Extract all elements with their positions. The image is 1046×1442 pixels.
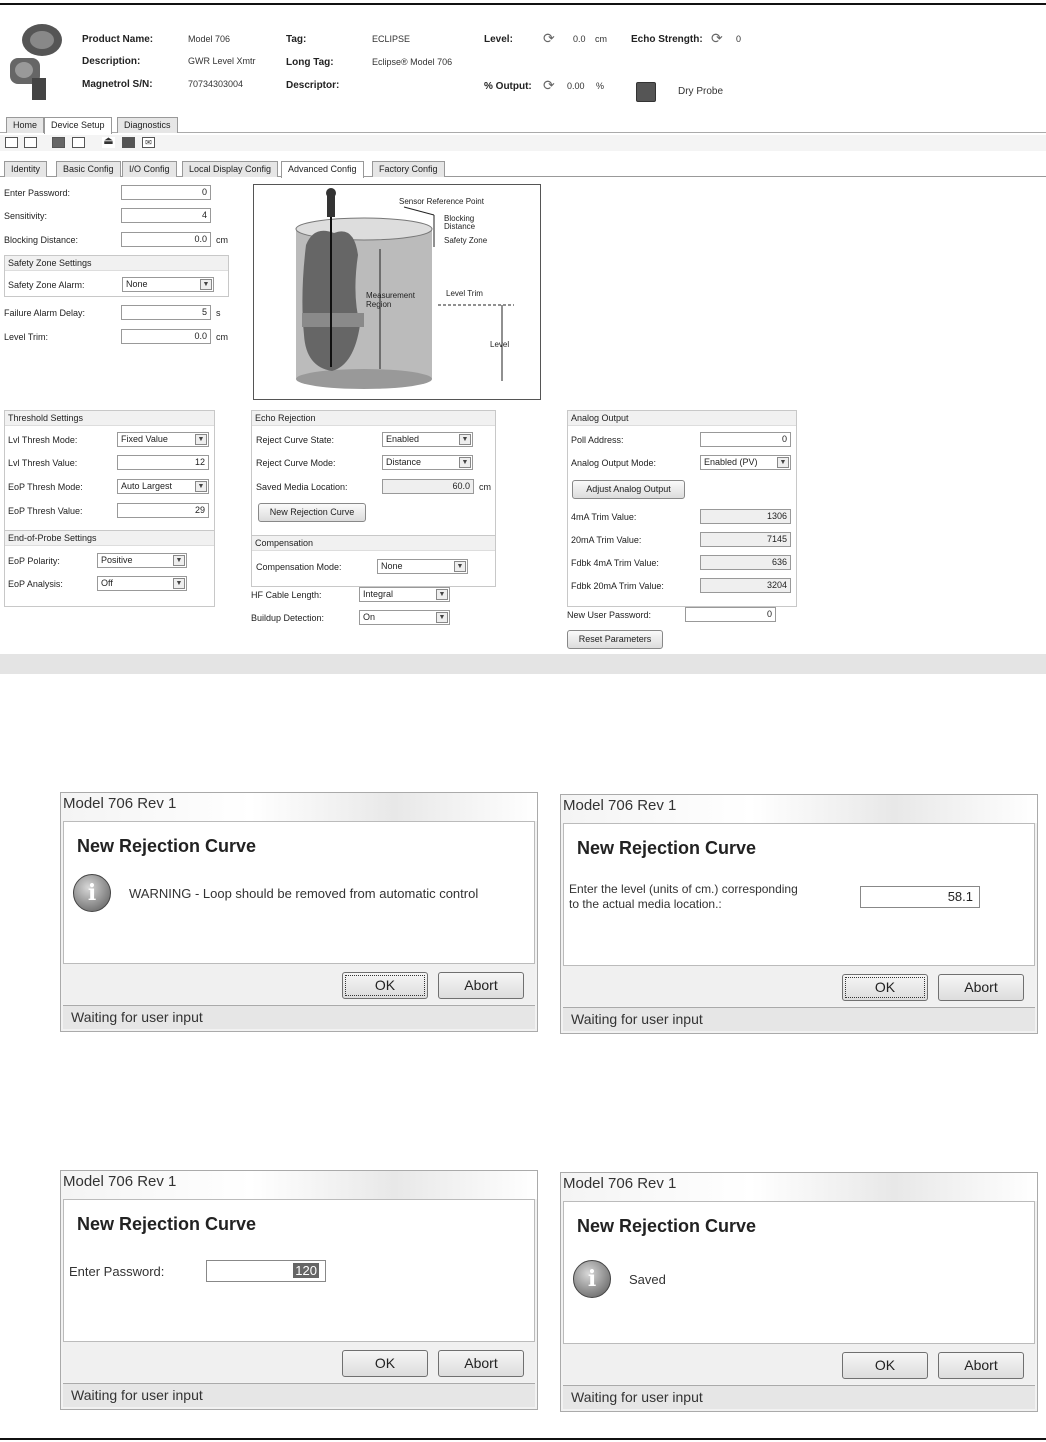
tag-value: ECLIPSE: [372, 34, 411, 44]
measurement-label: Measurement: [366, 291, 415, 300]
dialog-button-row: [63, 964, 535, 1004]
echo-rejection-title: Echo Rejection: [252, 411, 495, 426]
tab-factory-config[interactable]: Factory Config: [372, 161, 445, 177]
poll-address-field[interactable]: 0: [700, 432, 791, 447]
adjust-analog-output-button[interactable]: Adjust Analog Output: [572, 480, 685, 499]
chevron-down-icon: ▼: [195, 434, 207, 445]
failure-alarm-delay-field[interactable]: 5: [121, 305, 211, 320]
blocking-distance-label: Blocking Distance:: [4, 235, 79, 245]
dialog-level-prompt-line2: to the actual media location.:: [569, 897, 722, 911]
new-user-password-field[interactable]: 0: [685, 607, 776, 622]
level-trim-label: Level Trim:: [4, 332, 49, 342]
saved-media-location-field: 60.0: [382, 479, 474, 494]
toolbar: [0, 135, 1046, 151]
dialog-saved: [560, 1172, 1038, 1412]
info-icon: i: [573, 1260, 611, 1298]
analog-output-title: Analog Output: [568, 411, 796, 426]
dialog-body: [563, 823, 1035, 966]
level-label: Level:: [484, 34, 513, 45]
tank-diagram: [253, 184, 541, 400]
sensor-reference-label: Sensor Reference Point: [399, 197, 484, 206]
tab-identity[interactable]: Identity: [4, 161, 47, 177]
dialog-level-entry: [560, 794, 1038, 1034]
blocking-label: Blocking: [444, 214, 475, 223]
blocking-distance-unit: cm: [216, 235, 228, 245]
chevron-down-icon: ▼: [459, 434, 471, 445]
eop-analysis-select[interactable]: Off ▼: [97, 576, 187, 591]
threshold-settings-title: Threshold Settings: [5, 411, 214, 426]
sensitivity-field[interactable]: 4: [121, 208, 211, 223]
chart-icon[interactable]: [122, 137, 135, 148]
tab-advanced-config[interactable]: Advanced Config: [281, 161, 364, 178]
serial-value: 70734303004: [188, 79, 244, 89]
output-value: 0.00: [567, 81, 585, 91]
tab-io-config[interactable]: I/O Config: [122, 161, 177, 177]
level-trim-field[interactable]: 0.0: [121, 329, 211, 344]
window-icon[interactable]: [5, 137, 18, 148]
analog-output-mode-select[interactable]: Enabled (PV) ▼: [700, 455, 791, 470]
description-label: Description:: [82, 56, 141, 67]
tag-label: Tag:: [286, 34, 307, 45]
dialog-warning: [60, 792, 538, 1032]
window-icon[interactable]: [24, 137, 37, 148]
distance-label: Distance: [444, 222, 476, 231]
pactware-device-window: [0, 10, 1046, 674]
region-label: Region: [366, 300, 392, 309]
fdbk-20ma-label: Fdbk 20mA Trim Value:: [571, 581, 664, 591]
top-rule: [0, 3, 1046, 5]
dialog-heading: New Rejection Curve: [77, 836, 257, 856]
status-led: [636, 82, 656, 102]
dialog-window-title: Model 706 Rev 1: [63, 1173, 177, 1190]
password-input[interactable]: 120: [206, 1260, 326, 1282]
fdbk-4ma-field: 636: [700, 555, 791, 570]
product-name-label: Product Name:: [82, 34, 154, 45]
eop-polarity-label: EoP Polarity:: [8, 556, 60, 566]
dialog-window-title: Model 706 Rev 1: [563, 797, 677, 814]
dialog-password-prompt: Enter Password:: [69, 1264, 165, 1279]
dialog-window-title: Model 706 Rev 1: [563, 1175, 677, 1192]
tab-diagnostics[interactable]: Diagnostics: [117, 117, 178, 133]
echo-strength-value: 0: [736, 34, 742, 44]
upload-icon[interactable]: ⏏: [103, 135, 114, 147]
eop-thresh-value-label: EoP Thresh Value:: [8, 506, 83, 516]
lvl-thresh-mode-select[interactable]: Fixed Value ▼: [117, 432, 209, 447]
fdbk-20ma-field: 3204: [700, 578, 791, 593]
eop-polarity-select[interactable]: Positive ▼: [97, 553, 187, 568]
safety-zone-alarm-label: Safety Zone Alarm:: [8, 280, 85, 290]
chevron-down-icon: ▼: [436, 612, 448, 623]
lvl-thresh-mode-label: Lvl Thresh Mode:: [8, 435, 78, 445]
save-icon[interactable]: [52, 137, 65, 148]
safety-zone-label: Safety Zone: [444, 236, 488, 245]
level-diagram-label: Level: [490, 340, 510, 349]
fdbk-4ma-label: Fdbk 4mA Trim Value:: [571, 558, 659, 568]
long-tag-value: Eclipse® Model 706: [372, 57, 453, 67]
chevron-down-icon: ▼: [454, 561, 466, 572]
dialog-window-title: Model 706 Rev 1: [63, 795, 177, 812]
tab-home[interactable]: Home: [6, 117, 44, 133]
transmitter-image: [2, 18, 72, 103]
lvl-thresh-value-label: Lvl Thresh Value:: [8, 458, 78, 468]
tab-device-setup[interactable]: Device Setup: [44, 117, 112, 134]
abort-button[interactable]: Abort: [438, 1350, 524, 1377]
level-trim-unit: cm: [216, 332, 228, 342]
dialog-status: Waiting for user input: [63, 1383, 535, 1407]
chevron-down-icon: ▼: [173, 555, 185, 566]
reject-curve-mode-select[interactable]: Distance ▼: [382, 455, 473, 470]
safety-zone-alarm-select[interactable]: None ▼: [122, 277, 214, 292]
analog-output-group: [567, 410, 797, 607]
dialog-password: [60, 1170, 538, 1410]
level-unit: cm: [595, 34, 607, 44]
buildup-detection-select[interactable]: On ▼: [359, 610, 450, 625]
compensation-group: [251, 535, 496, 587]
reject-curve-state-select[interactable]: Enabled ▼: [382, 432, 473, 447]
end-of-probe-group: [4, 530, 215, 607]
level-trim-diagram-label: Level Trim: [446, 289, 483, 298]
chevron-down-icon: ▼: [200, 279, 212, 290]
trim-20ma-label: 20mA Trim Value:: [571, 535, 642, 545]
compensation-title: Compensation: [252, 536, 495, 551]
trim-4ma-field: 1306: [700, 509, 791, 524]
saved-media-location-unit: cm: [479, 482, 491, 492]
dialog-heading: New Rejection Curve: [577, 838, 757, 858]
end-of-probe-title: End-of-Probe Settings: [5, 531, 214, 546]
dialog-heading: New Rejection Curve: [77, 1214, 257, 1234]
ok-button[interactable]: OK: [342, 972, 428, 999]
ok-button[interactable]: OK: [842, 974, 928, 1001]
status-text: Dry Probe: [678, 86, 724, 97]
dialog-status: Waiting for user input: [563, 1385, 1035, 1409]
abort-button[interactable]: Abort: [438, 972, 524, 999]
hf-cable-length-select[interactable]: Integral ▼: [359, 587, 450, 602]
reject-curve-state-label: Reject Curve State:: [256, 435, 335, 445]
compensation-mode-select[interactable]: None ▼: [377, 559, 468, 574]
dialog-status: Waiting for user input: [63, 1005, 535, 1029]
description-value: GWR Level Xmtr: [188, 56, 256, 66]
eop-thresh-value-field[interactable]: 29: [117, 503, 209, 518]
eop-thresh-mode-select[interactable]: Auto Largest ▼: [117, 479, 209, 494]
abort-button[interactable]: Abort: [938, 1352, 1024, 1379]
dialog-button-row: [63, 1342, 535, 1382]
bottom-rule: [0, 1438, 1046, 1440]
abort-button[interactable]: Abort: [938, 974, 1024, 1001]
mail-icon[interactable]: ✉: [142, 137, 155, 148]
threshold-settings-group: [4, 410, 215, 532]
dialog-status: Waiting for user input: [563, 1007, 1035, 1031]
info-icon: i: [73, 874, 111, 912]
eop-thresh-mode-label: EoP Thresh Mode:: [8, 482, 83, 492]
echo-rejection-group: [251, 410, 496, 540]
main-tab-bar: [0, 117, 1046, 133]
dialog-button-row: [563, 1344, 1035, 1384]
safety-zone-group-title: Safety Zone Settings: [5, 256, 228, 271]
dialog-warning-message: WARNING - Loop should be removed from automatic control: [129, 886, 479, 901]
trim-20ma-field: 7145: [700, 532, 791, 547]
saved-media-location-label: Saved Media Location:: [256, 482, 348, 492]
dialog-level-prompt-line1: Enter the level (units of cm.) corresponding: [569, 882, 798, 896]
new-rejection-curve-button[interactable]: New Rejection Curve: [258, 503, 366, 522]
dialog-saved-message: Saved: [629, 1272, 666, 1287]
refresh-icon: ⟳: [543, 30, 555, 46]
refresh-icon: ⟳: [711, 30, 723, 46]
status-bar: [0, 654, 1046, 674]
product-name-value: Model 706: [188, 34, 231, 44]
eop-analysis-label: EoP Analysis:: [8, 579, 63, 589]
dialog-body: [63, 821, 535, 964]
output-label: % Output:: [484, 81, 532, 92]
ok-button[interactable]: OK: [842, 1352, 928, 1379]
dialog-body: [563, 1201, 1035, 1344]
refresh-icon: ⟳: [543, 77, 555, 93]
chevron-down-icon: ▼: [459, 457, 471, 468]
reset-parameters-button[interactable]: Reset Parameters: [567, 630, 663, 649]
dialog-body: [63, 1199, 535, 1342]
echo-strength-label: Echo Strength:: [631, 34, 703, 45]
long-tag-label: Long Tag:: [286, 57, 334, 68]
chevron-down-icon: ▼: [173, 578, 185, 589]
new-user-password-label: New User Password:: [567, 610, 652, 620]
ok-button[interactable]: OK: [342, 1350, 428, 1377]
serial-label: Magnetrol S/N:: [82, 79, 153, 90]
descriptor-label: Descriptor:: [286, 80, 340, 91]
tab-basic-config[interactable]: Basic Config: [56, 161, 121, 177]
password-label: Enter Password:: [4, 188, 71, 198]
blocking-distance-field[interactable]: 0.0: [121, 232, 211, 247]
lvl-thresh-value-field[interactable]: 12: [117, 455, 209, 470]
hf-cable-length-label: HF Cable Length:: [251, 590, 322, 600]
chevron-down-icon: ▼: [777, 457, 789, 468]
level-input[interactable]: 58.1: [860, 886, 980, 908]
compensation-mode-label: Compensation Mode:: [256, 562, 342, 572]
failure-alarm-delay-label: Failure Alarm Delay:: [4, 308, 86, 318]
level-value: 0.0: [573, 34, 586, 44]
analog-output-mode-label: Analog Output Mode:: [571, 458, 657, 468]
print-icon[interactable]: [72, 137, 85, 148]
output-unit: %: [596, 81, 605, 91]
failure-alarm-delay-unit: s: [216, 308, 221, 318]
trim-4ma-label: 4mA Trim Value:: [571, 512, 637, 522]
reject-curve-mode-label: Reject Curve Mode:: [256, 458, 336, 468]
sensitivity-label: Sensitivity:: [4, 211, 48, 221]
dialog-button-row: [563, 966, 1035, 1006]
tab-local-display-config[interactable]: Local Display Config: [182, 161, 278, 177]
safety-zone-group: [4, 255, 229, 297]
chevron-down-icon: ▼: [195, 481, 207, 492]
buildup-detection-label: Buildup Detection:: [251, 613, 325, 623]
poll-address-label: Poll Address:: [571, 435, 624, 445]
chevron-down-icon: ▼: [436, 589, 448, 600]
password-field[interactable]: 0: [121, 185, 211, 200]
config-tab-bar: [0, 161, 1046, 177]
dialog-heading: New Rejection Curve: [577, 1216, 757, 1236]
